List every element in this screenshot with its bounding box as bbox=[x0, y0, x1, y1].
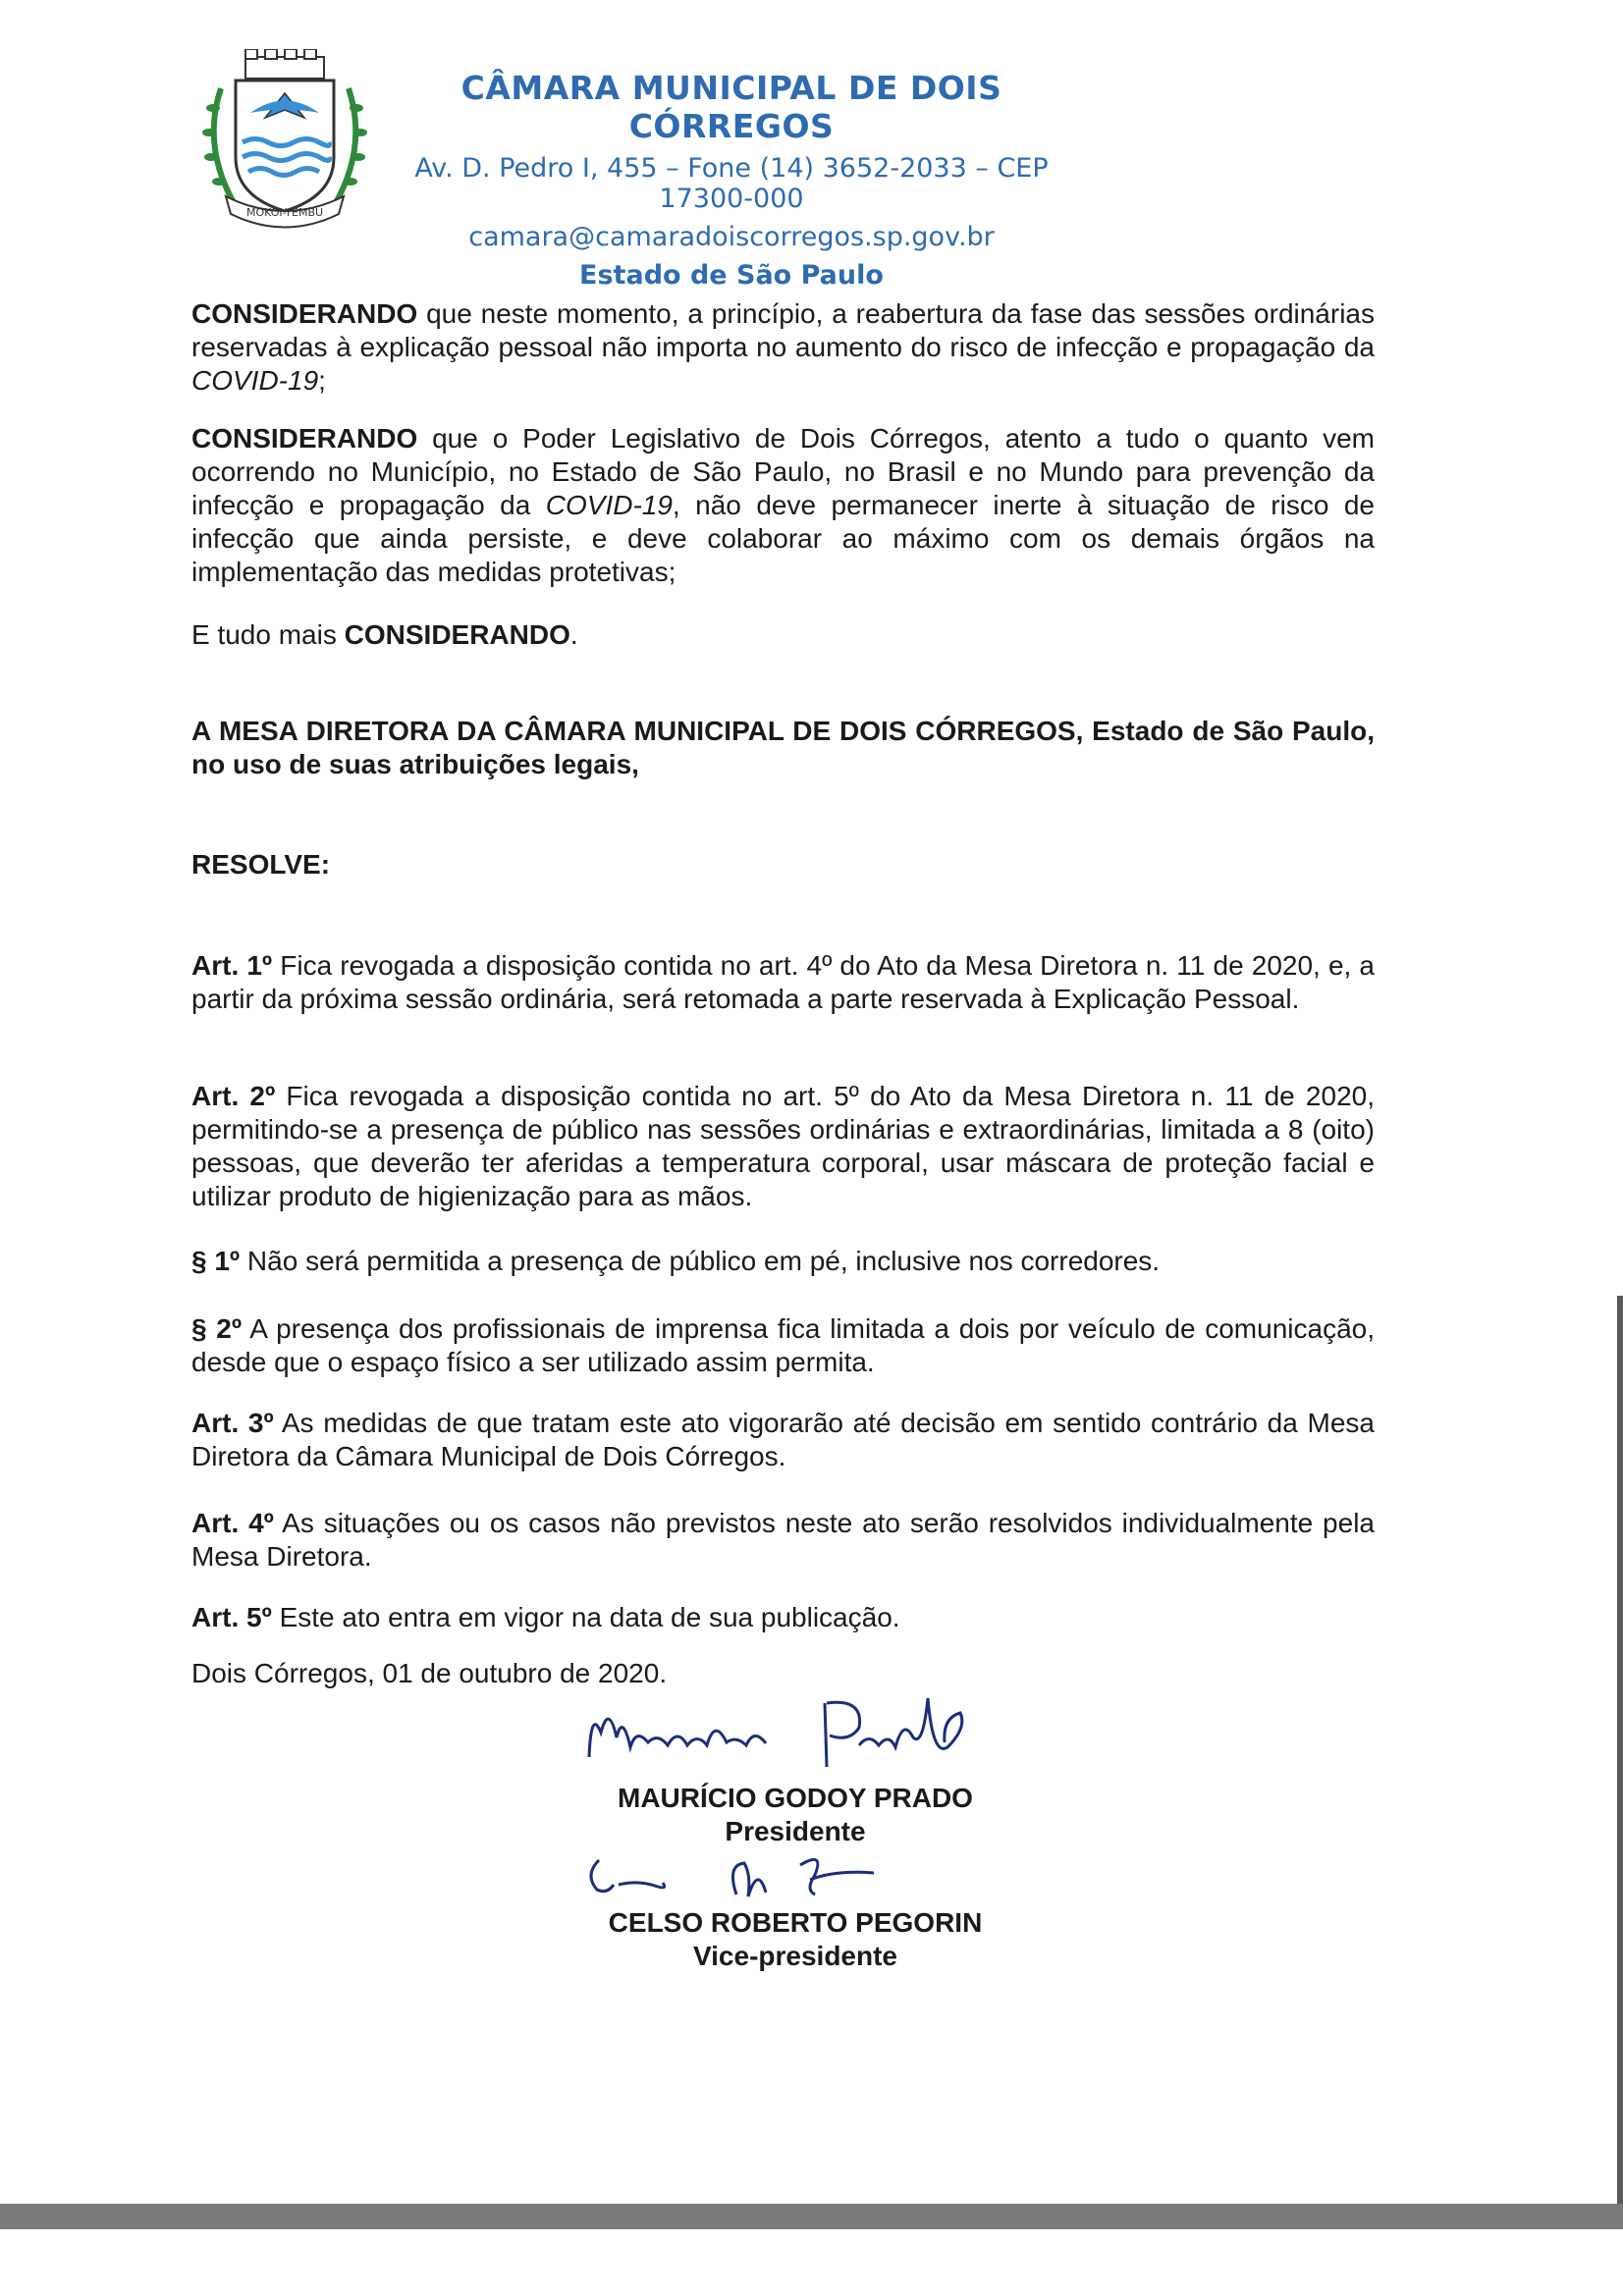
article-text: Fica revogada a disposição contida no art. 4º do Ato da Mesa Diretora n. 11 de 2020, e, a partir da próxima sessão ordinária, será retomada a parte reservada à Explicação Pessoal. bbox=[191, 950, 1375, 1014]
scan-edge bbox=[1617, 1296, 1623, 2204]
article-label: Art. 5º bbox=[191, 1602, 272, 1632]
signature-celso bbox=[579, 1845, 933, 1904]
paragraph-1 bbox=[191, 1245, 1375, 1278]
signature-block-vice bbox=[550, 1906, 1041, 1973]
article-label: Art. 2º bbox=[191, 1081, 276, 1111]
considerando-text-cont: , não deve permanecer inerte à situação de risco de infecção que ainda persiste, e deve colaborar ao máximo com os demais órgãos na implementação das medidas protetivas; bbox=[191, 490, 1375, 587]
considerando-label: CONSIDERANDO bbox=[344, 619, 570, 650]
crest-banner-text: MOKOI-YEMBU bbox=[245, 206, 324, 219]
paragraph-label: § 2º bbox=[191, 1313, 243, 1344]
mesa-preamble bbox=[191, 715, 1375, 781]
resolve-heading bbox=[191, 848, 1375, 881]
article-label: Art. 1º bbox=[191, 950, 273, 981]
paragraph-label: § 1º bbox=[191, 1246, 241, 1276]
paragraph-2 bbox=[191, 1312, 1375, 1379]
article-3 bbox=[191, 1407, 1375, 1473]
signature-mauricio bbox=[579, 1688, 992, 1777]
article-4 bbox=[191, 1507, 1375, 1574]
signature-block-president bbox=[550, 1782, 1041, 1848]
paragraph-text: Não será permitida a presença de público em pé, inclusive nos corredores. bbox=[240, 1246, 1161, 1276]
article-text: As medidas de que tratam este ato vigorarão até decisão em sentido contrário da Mesa Diretora da Câmara Municipal de Dois Córregos. bbox=[191, 1408, 1375, 1471]
article-text: As situações ou os casos não previstos neste ato serão resolvidos individualmente pela Mesa Diretora. bbox=[191, 1508, 1375, 1572]
covid-term: COVID-19 bbox=[191, 365, 319, 396]
considerando-text: E tudo mais bbox=[191, 619, 345, 650]
considerando-label: CONSIDERANDO bbox=[191, 423, 418, 454]
considerando-1 bbox=[191, 297, 1375, 398]
article-text: Este ato entra em vigor na data de sua publicação. bbox=[271, 1602, 900, 1632]
date-text: Dois Córregos, 01 de outubro de 2020. bbox=[191, 1658, 668, 1688]
scan-bottom-bar bbox=[0, 2204, 1623, 2229]
signer-name: MAURÍCIO GODOY PRADO bbox=[618, 1783, 973, 1813]
considerando-text: que o Poder Legislativo de Dois Córregos, atento a tudo o quanto vem ocorrendo no Município, no Estado de São Paulo, no Brasil e no Mundo para prevenção da infecção e propagação da bbox=[191, 423, 1375, 520]
considerando-end: . bbox=[569, 619, 578, 650]
address-line: Av. D. Pedro I, 455 – Fone (14) 3652-2033 – CEP 17300-000 bbox=[414, 153, 1049, 214]
signer-role: Vice-presidente bbox=[692, 1941, 898, 1971]
paragraph-text: A presença dos profissionais de imprensa fica limitada a dois por veículo de comunicação, desde que o espaço físico a ser utilizado assim permita. bbox=[191, 1313, 1375, 1377]
letterhead-text bbox=[378, 69, 1085, 291]
institution-title: CÂMARA MUNICIPAL DE DOIS CÓRREGOS bbox=[460, 69, 1002, 145]
article-label: Art. 3º bbox=[191, 1408, 274, 1438]
resolve-text: RESOLVE: bbox=[191, 849, 331, 880]
date-line bbox=[191, 1657, 1375, 1690]
article-2 bbox=[191, 1080, 1375, 1213]
article-1 bbox=[191, 949, 1375, 1016]
considerando-end: ; bbox=[318, 365, 326, 396]
state-line: Estado de São Paulo bbox=[579, 260, 884, 291]
crest-icon bbox=[191, 49, 378, 236]
signer-name: CELSO ROBERTO PEGORIN bbox=[608, 1907, 983, 1938]
considerando-2 bbox=[191, 422, 1375, 589]
letterhead bbox=[191, 49, 1468, 291]
mesa-text: A MESA DIRETORA DA CÂMARA MUNICIPAL DE DOIS CÓRREGOS, Estado de São Paulo, no uso de suas atribuições legais, bbox=[191, 716, 1375, 779]
considerando-label: CONSIDERANDO bbox=[191, 298, 418, 329]
covid-term: COVID-19 bbox=[545, 490, 673, 520]
article-5 bbox=[191, 1601, 1375, 1634]
signer-role: Presidente bbox=[725, 1816, 866, 1846]
article-label: Art. 4º bbox=[191, 1508, 274, 1538]
email-line[interactable]: camara@camaradoiscorregos.sp.gov.br bbox=[468, 222, 995, 252]
considerando-text: que neste momento, a princípio, a reabertura da fase das sessões ordinárias reservadas à explicação pessoal não importa no aumento do risco de infecção e propagação da bbox=[191, 298, 1375, 362]
article-text: Fica revogada a disposição contida no art. 5º do Ato da Mesa Diretora n. 11 de 2020, permitindo-se a presença de público nas sessões ordinárias e extraordinárias, limitada a 8 (oito) pessoas, que deverão ter aferidas a temperatura corporal, usar máscara de proteção facial e utilizar produto de higienização para as mãos. bbox=[191, 1081, 1375, 1211]
considerando-3 bbox=[191, 618, 1375, 652]
